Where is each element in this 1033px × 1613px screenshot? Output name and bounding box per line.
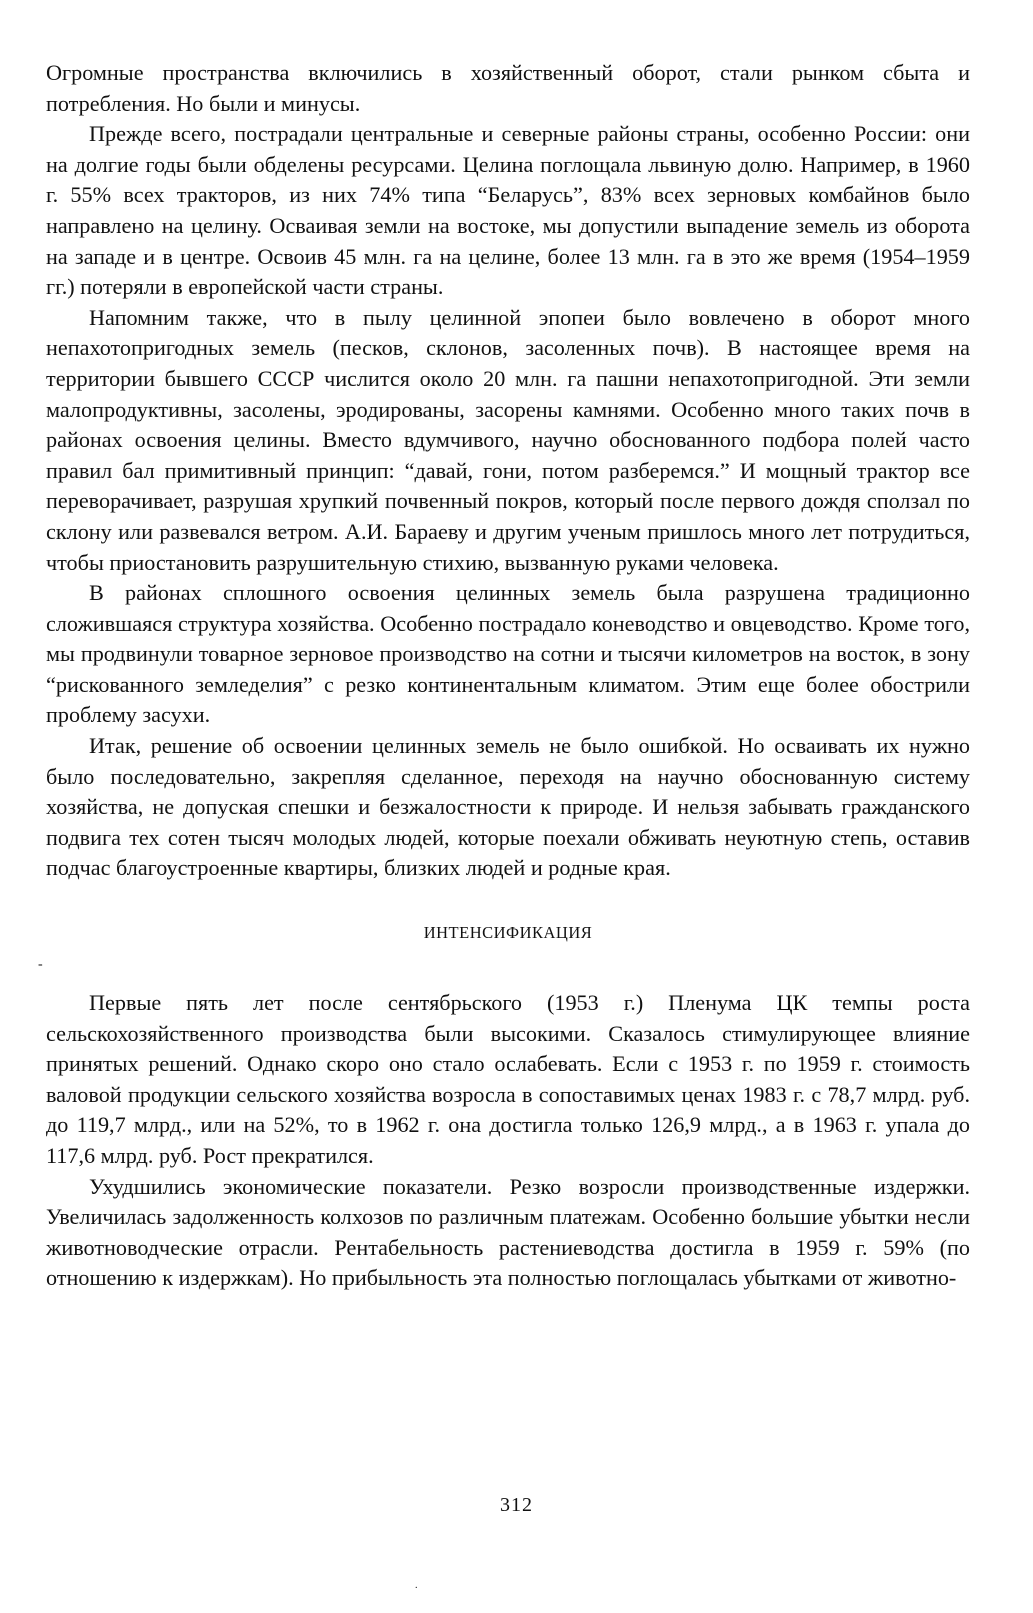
stray-mark-row [38,944,970,988]
stray-mark: - [38,957,43,973]
paragraph: Первые пять лет после сентябрьского (1953 г.) Пленума ЦК темпы роста сельскохозяйственного производства были высокими. Сказалось стимулирующее влияние принятых решений. Однако скоро оно стало ослабевать. Если с 1953 г. по 1959 г. стоимость валовой продукции сельского хозяйства возросла в сопоставимых ценах 1983 г. с 78,7 млрд. руб. до 119,7 млрд., или на 52%, то в 1962 г. она достигла только 126,9 млрд., а в 1963 г. упала до 117,6 млрд. руб. Рост прекратился. [46,990,970,1168]
paragraph: Ухудшились экономические показатели. Резко возросли производственные издержки. Увеличилась задолженность колхозов по различным платежам. Особенно большие убытки несли животноводческие отрасли. Рентабельность растениеводства достигла в 1959 г. 59% (по отношению к издержкам). Но прибыльность эта полностью поглощалась убытками от животно- [46,1173,970,1291]
page-number: 312 [500,1494,533,1516]
paragraph: Прежде всего, пострадали центральные и северные районы страны, особенно России: они на долгие годы были обделены ресурсами. Целина поглощала львиную долю. Например, в 1960 г. 55% всех тракторов, из них 74% типа “Беларусь”, 83% всех зерновых комбайнов было направлено на целину. Осваивая земли на востоке, мы допустили выпадение земель из оборота на западе и в центре. Освоив 45 млн. га на целине, более 13 млн. га в это же время (1954–1959 гг.) потеряли в европейской части страны. [46,121,970,300]
paragraph: Напомним также, что в пылу целинной эпопеи было вовлечено в оборот много непахотопригодных земель (песков, склонов, засоленных почв). В настоящее время на территории бывшего СССР числится около 20 млн. га пашни непахотопригодной. Эти земли малопродуктивны, засолены, эродированы, засорены камнями. Особенно много таких почв в районах освоения целины. Вместо вдумчивого, научно обоснованного подбора полей часто правил бал примитивный принцип: “давай, гони, потом разберемся.” И мощный трактор все переворачивает, разрушая хрупкий почвенный покров, который после первого дождя сползал по склону или развевался ветром. А.И. Бараеву и другим ученым пришлось много лет потрудиться, чтобы приостановить разрушительную стихию, вызванную руками человека. [46,304,970,575]
paragraph: В районах сплошного освоения целинных земель была разрушена традиционно сложившаяся структура хозяйства. Особенно пострадало коневодство и овцеводство. Кроме того, мы продвинули товарное зерновое производство на сотни и тысячи километров на восток, в зону “рискованного земледелия” с резко континентальным климатом. Этим еще более обострили проблему засухи. [46,580,970,728]
text-column [38,58,970,1294]
paragraph: Огромные пространства включились в хозяйственный оборот, стали рынком сбыта и потребления. Но были и минусы. [46,60,970,116]
stray-dot: . [415,1580,418,1591]
section-heading: ИНТЕНСИФИКАЦИЯ [423,923,593,943]
paragraph: Итак, решение об освоении целинных земель не было ошибкой. Но осваивать их нужно было последовательно, закрепляя сделанное, переходя на научно обоснованную систему хозяйства, не допуская спешки и безжалостности к природе. И нельзя забывать гражданского подвига тех сотен тысяч молодых людей, которые поехали обживать неуютную степь, оставив подчас благоустроенные квартиры, близких людей и родные края. [46,733,970,881]
